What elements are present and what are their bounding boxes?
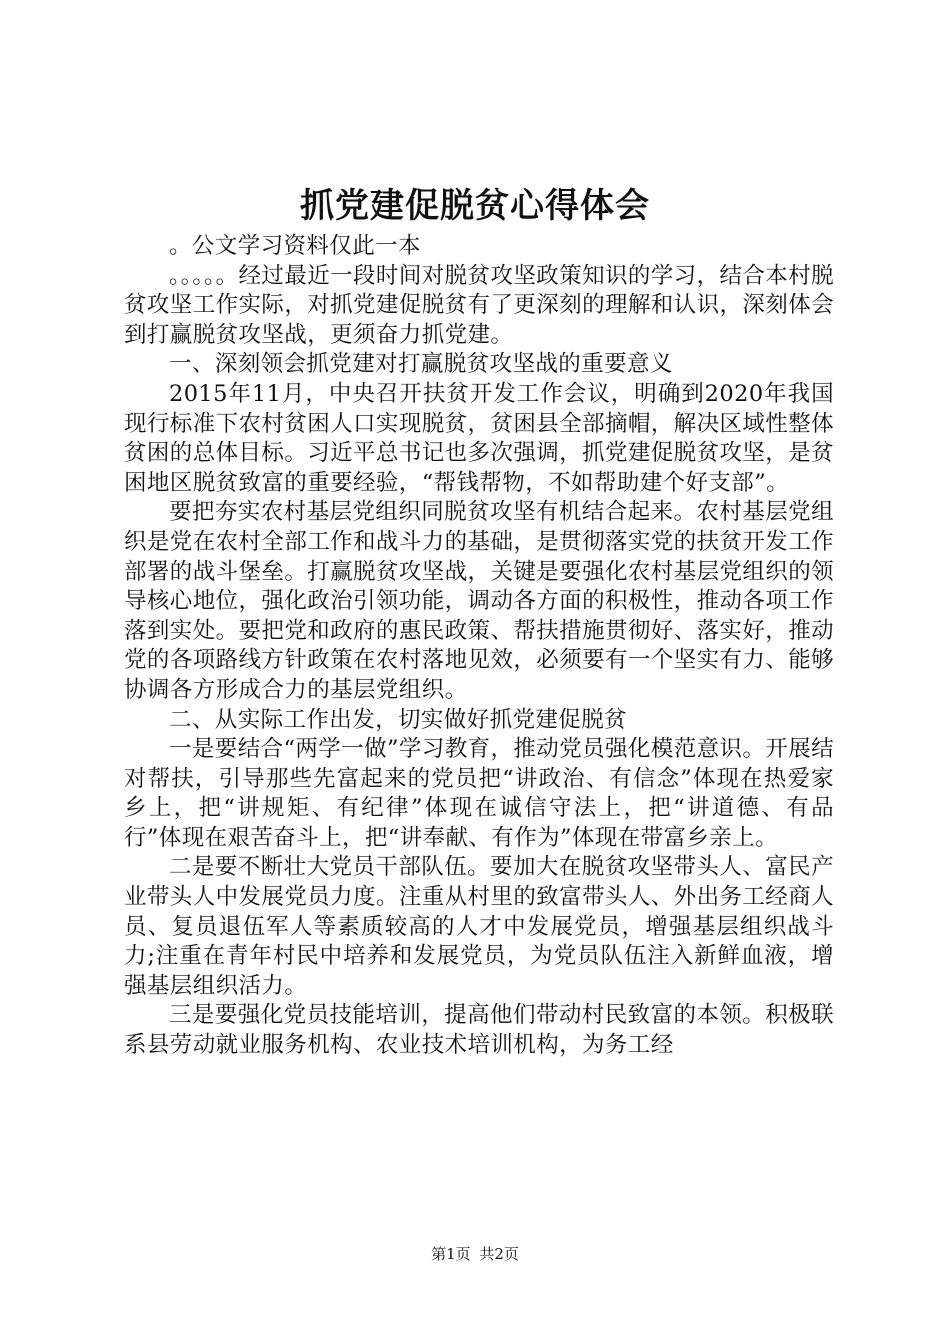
paragraph-point-3: 三是要强化党员技能培训，提高他们带动村民致富的本领。积极联系县劳动就业服务机构、农业技术培训机构，为务工经 bbox=[124, 1002, 834, 1059]
paragraph-point-1: 一是要结合“两学一做”学习教育，推动党员强化模范意识。开展结对帮扶，引导那些先富起来的党员把“讲政治、有信念”体现在热爱家乡上，把“讲规矩、有纪律”体现在诚信守法上，把“讲道德、有品行”体现在艰苦奋斗上，把“讲奉献、有作为”体现在带富乡亲上。 bbox=[124, 736, 835, 851]
paragraph-organization: 要把夯实农村基层党组织同脱贫攻坚有机结合起来。农村基层党组织是党在农村全部工作和战斗力的基础，是贯彻落实党的扶贫开发工作部署的战斗堡垒。打赢脱贫攻坚战，关键是要强化农村基层党组织的领导核心地位，强化政治引领功能，调动各方面的积极性，推动各项工作落到实处。要把党和政府的惠民政策、帮扶措施贯彻好、落实好，推动党的各项路线方针政策在农村落地见效，必须要有一个坚实有力、能够协调各方形成合力的基层党组织。 bbox=[124, 499, 834, 703]
section-heading-1: 一、深刻领会抓党建对打赢脱贫攻坚战的重要意义 bbox=[169, 351, 673, 378]
paragraph-point-2: 二是要不断壮大党员干部队伍。要加大在脱贫攻坚带头人、富民产业带头人中发展党员力度。注重从村里的致富带头人、外出务工经商人员、复员退伍军人等素质较高的人才中发展党员，增强基层组织战斗力;注重在青年村民中培养和发展党员，为党员队伍注入新鲜血液，增强基层组织活力。 bbox=[124, 854, 834, 999]
paragraph-background: 2015年11月，中央召开扶贫开发工作会议，明确到2020年我国现行标准下农村贫困人口实现脱贫，贫困县全部摘帽，解决区域性整体贫困的总体目标。习近平总书记也多次强调，抓党建促脱贫攻坚，是贫困地区脱贫致富的重要经验，“帮钱帮物，不如帮助建个好支部”。 bbox=[124, 380, 834, 496]
paragraph-note: 。公文学习资料仅此一本 bbox=[169, 233, 421, 259]
paragraph-intro: 。。。。。经过最近一段时间对脱贫攻坚政策知识的学习，结合本村脱贫攻坚工作实际，对抓党建促脱贫有了更深刻的理解和认识，深刻体会到打赢脱贫攻坚战，更须奋力抓党建。 bbox=[124, 262, 834, 348]
page-total: 共2页 bbox=[479, 1245, 519, 1263]
section-heading-2: 二、从实际工作出发，切实做好抓党建促脱贫 bbox=[169, 706, 628, 733]
document-title: 抓党建促脱贫心得体会 bbox=[300, 186, 650, 226]
page-footer bbox=[0, 1244, 950, 1264]
document-body bbox=[124, 232, 834, 1061]
page-number: 第1页 bbox=[431, 1245, 471, 1263]
